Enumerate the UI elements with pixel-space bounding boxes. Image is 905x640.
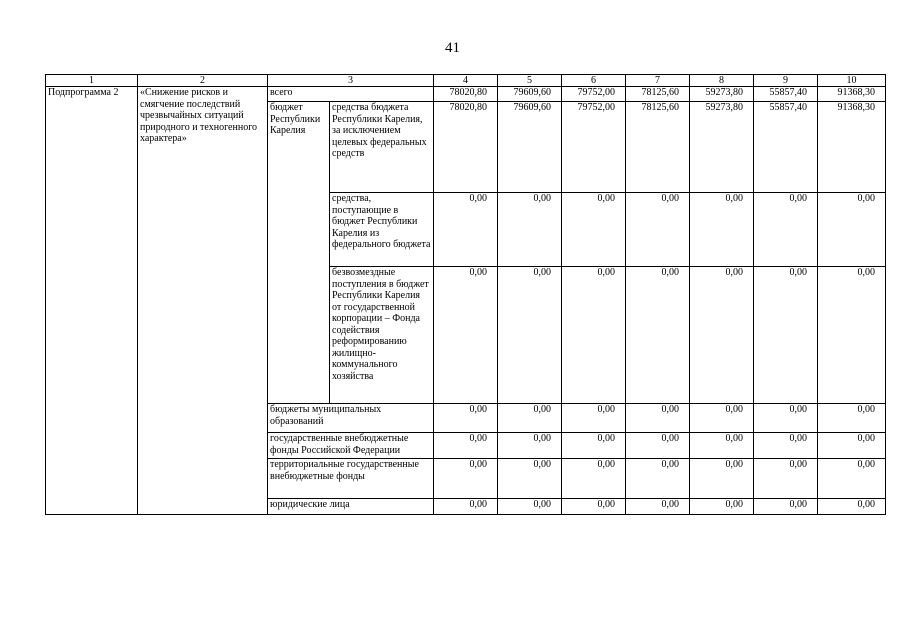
column-header: 3	[268, 75, 434, 87]
value-cell: 0,00	[626, 499, 690, 515]
value-cell: 91368,30	[818, 102, 886, 193]
value-cell: 78020,80	[434, 102, 498, 193]
value-cell: 0,00	[562, 499, 626, 515]
program-name: «Снижение рисков и смягчение последствий чрезвычайных ситуаций природного и техногенного характера»	[138, 87, 268, 515]
column-header: 9	[754, 75, 818, 87]
column-header: 1	[46, 75, 138, 87]
column-header: 10	[818, 75, 886, 87]
value-cell: 0,00	[498, 459, 562, 499]
value-cell: 79752,00	[562, 102, 626, 193]
value-cell: 0,00	[626, 433, 690, 459]
program-label: Подпрограмма 2	[46, 87, 138, 515]
value-cell: 0,00	[818, 404, 886, 433]
value-cell: 59273,80	[690, 87, 754, 102]
funding-source: безвозмездные поступления в бюджет Республики Карелия от государственной корпорации – Фонда содействия реформированию жилищно-коммунального хозяйства	[330, 267, 434, 404]
value-cell: 59273,80	[690, 102, 754, 193]
column-header: 7	[626, 75, 690, 87]
value-cell: 0,00	[754, 404, 818, 433]
value-cell: 0,00	[690, 433, 754, 459]
value-cell: 55857,40	[754, 102, 818, 193]
column-header: 8	[690, 75, 754, 87]
value-cell: 0,00	[754, 193, 818, 267]
value-cell: 0,00	[690, 193, 754, 267]
value-cell: 0,00	[562, 459, 626, 499]
column-header: 2	[138, 75, 268, 87]
value-cell: 0,00	[754, 433, 818, 459]
value-cell: 0,00	[498, 267, 562, 404]
value-cell: 0,00	[434, 499, 498, 515]
value-cell: 79609,60	[498, 102, 562, 193]
value-cell: 0,00	[754, 499, 818, 515]
page-number: 41	[445, 40, 460, 56]
funding-source: средства, поступающие в бюджет Республики Карелия из федерального бюджета	[330, 193, 434, 267]
value-cell: 0,00	[434, 193, 498, 267]
budget-table	[45, 74, 886, 515]
value-cell: 0,00	[754, 267, 818, 404]
value-cell: 0,00	[690, 404, 754, 433]
value-cell: 0,00	[690, 459, 754, 499]
value-cell: 0,00	[434, 459, 498, 499]
value-cell: 0,00	[498, 433, 562, 459]
funding-source: средства бюджета Республики Карелия, за исключением целевых федеральных средств	[330, 102, 434, 193]
value-cell: 0,00	[562, 193, 626, 267]
column-header: 5	[498, 75, 562, 87]
value-cell: 0,00	[626, 267, 690, 404]
column-header: 4	[434, 75, 498, 87]
value-cell: 0,00	[498, 499, 562, 515]
value-cell: 0,00	[626, 459, 690, 499]
column-number-row	[46, 75, 886, 87]
value-cell: 0,00	[434, 433, 498, 459]
value-cell: 0,00	[626, 193, 690, 267]
value-cell: 0,00	[434, 404, 498, 433]
funding-source: государственные внебюджетные фонды Российской Федерации	[268, 433, 434, 459]
value-cell: 0,00	[562, 267, 626, 404]
value-cell: 0,00	[434, 267, 498, 404]
value-cell: 91368,30	[818, 87, 886, 102]
value-cell: 0,00	[818, 193, 886, 267]
value-cell: 0,00	[818, 433, 886, 459]
value-cell: 79752,00	[562, 87, 626, 102]
value-cell: 0,00	[562, 433, 626, 459]
value-cell: 0,00	[818, 459, 886, 499]
value-cell: 0,00	[818, 267, 886, 404]
value-cell: 0,00	[626, 404, 690, 433]
budget-group-label: бюджет Республики Карелия	[268, 102, 330, 404]
column-header: 6	[562, 75, 626, 87]
value-cell: 0,00	[690, 499, 754, 515]
funding-source: юридические лица	[268, 499, 434, 515]
value-cell: 79609,60	[498, 87, 562, 102]
funding-source: территориальные государственные внебюджетные фонды	[268, 459, 434, 499]
value-cell: 78125,60	[626, 102, 690, 193]
value-cell: 0,00	[498, 193, 562, 267]
value-cell: 0,00	[562, 404, 626, 433]
funding-source: всего	[268, 87, 434, 102]
value-cell: 0,00	[818, 499, 886, 515]
value-cell: 0,00	[690, 267, 754, 404]
value-cell: 55857,40	[754, 87, 818, 102]
value-cell: 78020,80	[434, 87, 498, 102]
funding-source: бюджеты муниципальных образований	[268, 404, 434, 433]
value-cell: 78125,60	[626, 87, 690, 102]
table-row	[46, 87, 886, 102]
value-cell: 0,00	[754, 459, 818, 499]
value-cell: 0,00	[498, 404, 562, 433]
